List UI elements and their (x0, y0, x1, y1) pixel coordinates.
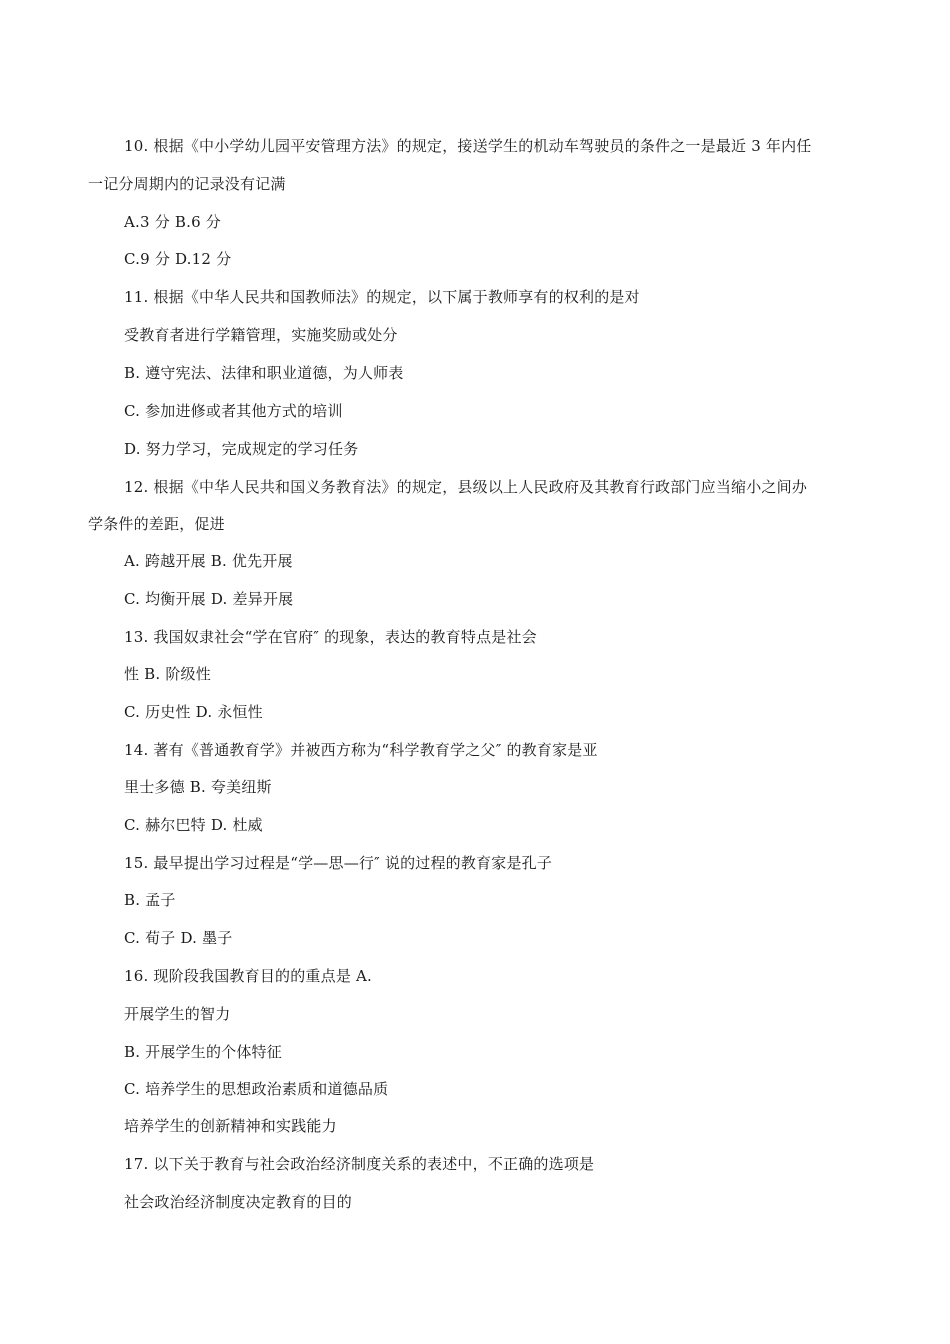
q12-options-ab: A. 跨越开展 B. 优先开展 (124, 552, 293, 570)
q16-stem: 16. 现阶段我国教育目的的重点是 A. (124, 967, 372, 985)
q16-option-b: B. 开展学生的个体特征 (124, 1043, 282, 1061)
q12-stem-line1: 12. 根据《中华人民共和国义务教育法》的规定，县级以上人民政府及其教育行政部门应当缩小之间办 (124, 478, 808, 496)
q10-options-cd: C.9 分 D.12 分 (124, 250, 232, 268)
q16-option-d: 培养学生的创新精神和实践能力 (124, 1117, 337, 1135)
q12-options-cd: C. 均衡开展 D. 差异开展 (124, 590, 294, 608)
q10-stem-line1: 10. 根据《中小学幼儿园平安管理方法》的规定，接送学生的机动车驾驶员的条件之一是最近 3 年内任 (124, 137, 812, 155)
q14-options-ab: 里士多德 B. 夸美纽斯 (124, 778, 272, 796)
q17-option-a: 社会政治经济制度决定教育的目的 (124, 1193, 353, 1211)
q13-options-cd: C. 历史性 D. 永恒性 (124, 703, 263, 721)
q13-stem: 13. 我国奴隶社会“学在官府″ 的现象，表达的教育特点是社会 (124, 628, 537, 646)
q15-option-b: B. 孟子 (124, 891, 176, 909)
q11-option-b: B. 遵守宪法、法律和职业道德，为人师表 (124, 364, 404, 382)
q14-options-cd: C. 赫尔巴特 D. 杜威 (124, 816, 263, 834)
q16-option-c: C. 培养学生的思想政治素质和道德品质 (124, 1080, 389, 1098)
q11-option-c: C. 参加进修或者其他方式的培训 (124, 402, 343, 420)
q11-option-d: D. 努力学习，完成规定的学习任务 (124, 440, 359, 458)
q12-stem-line2: 学条件的差距，促进 (88, 515, 225, 533)
q10-options-ab: A.3 分 B.6 分 (124, 213, 221, 231)
q17-stem: 17. 以下关于教育与社会政治经济制度关系的表述中，不正确的选项是 (124, 1155, 595, 1173)
q10-stem-line2: 一记分周期内的记录没有记满 (88, 175, 286, 193)
q14-stem: 14. 著有《普通教育学》并被西方称为“科学教育学之父″ 的教育家是亚 (124, 741, 598, 759)
q11-option-a: 受教育者进行学籍管理，实施奖励或处分 (124, 326, 398, 344)
q13-options-ab: 性 B. 阶级性 (124, 665, 211, 683)
q15-stem: 15. 最早提出学习过程是“学—思—行″ 说的过程的教育家是孔子 (124, 854, 553, 872)
q15-options-cd: C. 荀子 D. 墨子 (124, 929, 233, 947)
q16-option-a: 开展学生的智力 (124, 1005, 231, 1023)
q11-stem: 11. 根据《中华人民共和国教师法》的规定，以下属于教师享有的权利的是对 (124, 288, 640, 306)
